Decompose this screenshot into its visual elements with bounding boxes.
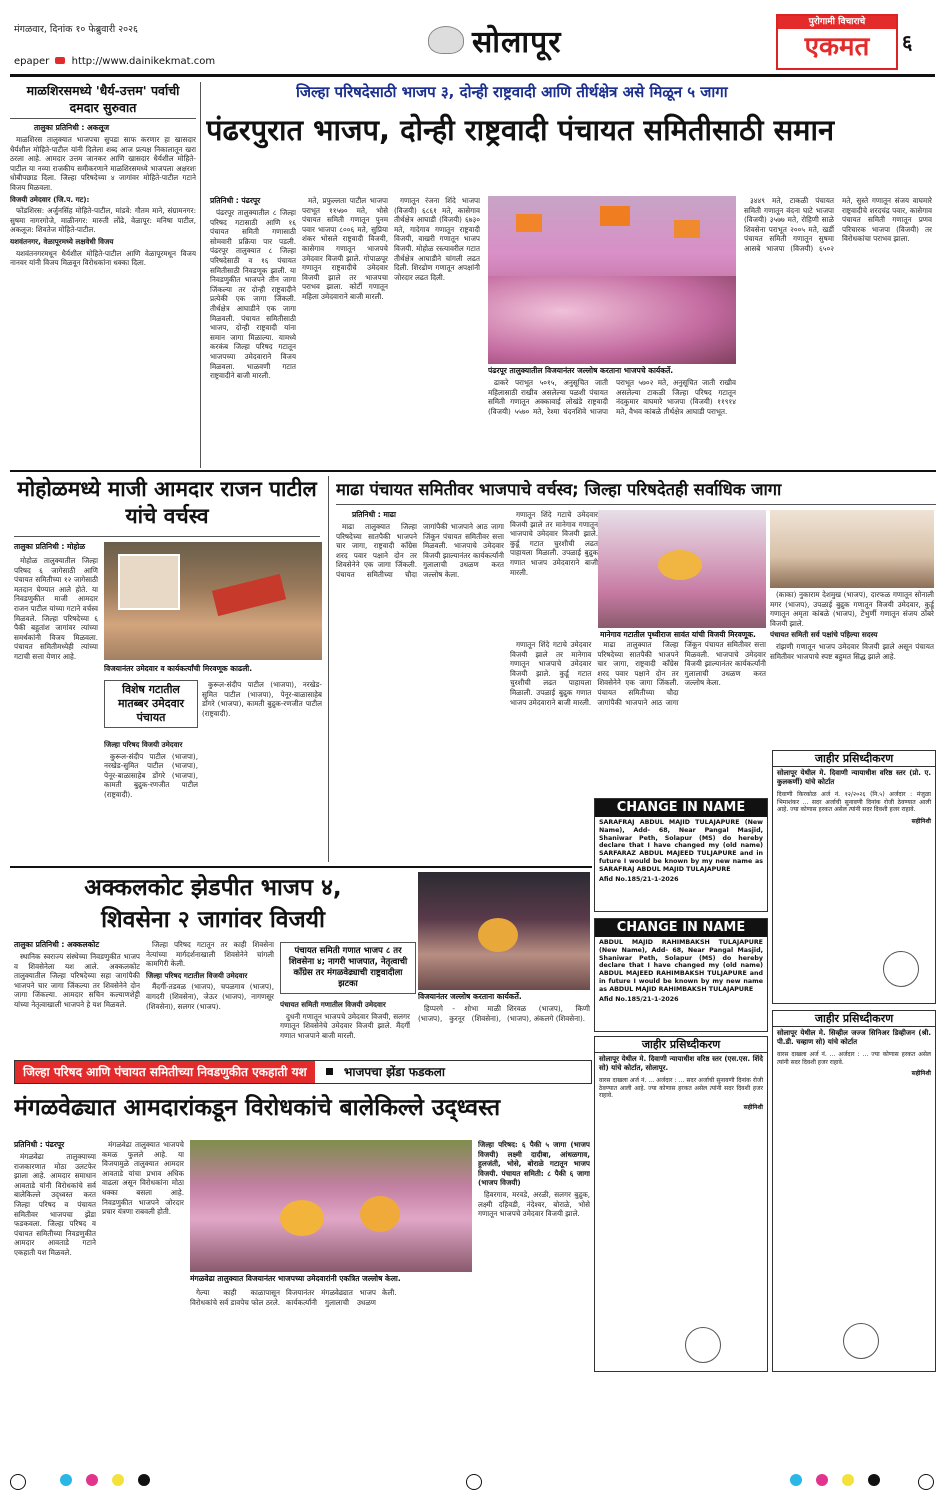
masthead <box>0 0 945 80</box>
akkalkot-headline <box>14 872 412 936</box>
mangalvedha-col-4 <box>478 1140 590 1372</box>
malshiras-body: माळशिरस तालुक्यात भाजपचा सुपडा साफ करणार हा खासदार धैर्यशील मोहिते-पाटील यांनी दिलेला शब्द आज प्रत्यक्ष निकालातून खरा ठरला आहे. आमदार उत्तम जानकर आणि खासदार धैर्यशील मोहिते-पाटील या नव्या राजकीय समीकरणाने माळशिरसमध्ये भाजपला अक्षरशः धोबीपछाड दिला. जिल्हा परिषदेच्या ४ जागांवर मोहिते-पाटील गटाने विजय मिळवला. <box>10 135 196 192</box>
mangalvedha-col-2-text: मंगळवेढा तालुक्यात भाजपचे कमळ फुलले आहे. या विजयामुळे तालुक्यात आमदार आवताडे यांचा प्रभाव अधिक वाढला असून विरोधकांना मोठा धक्का बसला आहे. निवडणुकीत भाजपने जोरदार प्रचार यंत्रणा राबवली होती. <box>102 1140 184 1217</box>
akkalkot-side-head: पंचायत समिती गणात भाजप ८ तर शिवसेना ४; नागरी भाजपात, नेतृत्वाची काँग्रेस तर मंगळवेढ्याची राष्ट्रवादीला झटका <box>280 942 416 994</box>
mangalvedha-photo-caption: मंगळवेढा तालुक्यात विजयानंतर भाजपच्या उमेदवारांनी एकत्रित जल्लोष केला. <box>190 1274 401 1283</box>
public-notice-3-court: सोलापूर येथील मे. सिव्हील जज्ज सिनिअर डिव्हीजन (श्री. पी.डी. चव्हाण सो) यांचे कोर्टात <box>777 1029 931 1046</box>
page-number: ६ <box>902 30 913 54</box>
akkalkot-sub-1: जिल्हा परिषद गटातील विजयी उमेदवार <box>146 970 248 980</box>
epaper-line <box>14 56 215 67</box>
top-byline: प्रतिनिधी : पंढरपूर <box>210 196 261 205</box>
top-col-3 <box>394 196 480 466</box>
public-notice-3-body: वारस दाखला अर्ज नं. ... अर्जदार : ... ज्या कोणास हरकत असेल त्यांनी सदर दिवशी हजर राहावे. <box>777 1051 931 1066</box>
strip-red-text: जिल्हा परिषद आणि पंचायत समितीच्या निवडणुकीत एकहाती यश <box>15 1061 315 1083</box>
mohol-box-head: विशेष गटातील मातब्बर उमेदवार पंचायत <box>104 680 198 728</box>
akkalkot-col-4 <box>418 1004 590 1052</box>
madha-col-3b-text: रांझणी गणातून भाजप उमेदवार विजयी झाले असून पंचायत समितीवर भाजपाचे स्पष्ट बहुमत सिद्ध झाले आहे. <box>770 641 934 661</box>
public-notice-3-sign: सहीनिशी <box>911 1070 931 1078</box>
registration-target-icon <box>466 1474 482 1490</box>
change-in-name-notice-2 <box>594 918 768 1032</box>
akkalkot-headline-line-2: शिवसेना २ जागांवर विजयी <box>101 907 325 933</box>
top-col-2-text: मते, प्रफुल्लता पाटील भाजपा पराभूत ११५७० मते, भोसे पंचायत समिती गणातून पुनम पवार भाजपा ८००६ मते, सुप्रिया शंकर भोसले राष्ट्रवादी विजयी, कासेगाव गणातून भाजपचे उमेदवार विजयी झाले. गोपाळपूर गणातून राष्ट्रवादीचे उमेदवार विजयी झाले तर भाजपचा पराभव झाला. कोर्टी गणातून महिला उमेदवाराने बाजी मारली. <box>302 196 388 301</box>
top-headline: पंढरपुरात भाजप, दोन्ही राष्ट्रवादी पंचायत समितीसाठी समान <box>206 113 835 147</box>
website-link[interactable]: http://www.dainikekmat.com <box>71 56 216 67</box>
change-notice-2-title: CHANGE IN NAME <box>595 919 767 937</box>
change-notice-2-aff: Afid No.185/21-1-2026 <box>599 995 679 1003</box>
madha-col-3 <box>770 590 934 740</box>
masthead-city: सोलापूर <box>472 25 562 60</box>
mohol-headline: मोहोळमध्ये माजी आमदार राजन पाटील यांचे वर्चस्व <box>17 477 317 528</box>
masthead-brand-tagline: पुरोगामी विचाराचे <box>778 16 896 29</box>
mangalvedha-headline: मंगळवेढ्यात आमदारांकडून विरोधकांचे बालेकिल्ले उद्ध्वस्त <box>14 1095 501 1121</box>
madha-col-1b-text: माढा तालुक्यात जिल्हा परिषदेच्या सातपैकी भाजपने चार जागा, राष्ट्रवादी काँग्रेस शरद पवार पक्षाने दोन तर शिवसेनेने एक जागा जिंकली. पंचायत समितीच्या चौदा जागांपैकी भाजपाने आठ जागा जिंकून पंचायत समितीवर सत्ता मिळवली. भाजपाचे उमेदवार विजयी झाल्यानंतर कार्यकर्त्यांनी गुलालाची उधळण करत जल्लोष केला. <box>597 640 766 707</box>
akkalkot-photo <box>418 872 590 990</box>
color-swatch-yellow <box>842 1474 854 1486</box>
malshiras-byline: तालुका प्रतिनिधी : अकलूज <box>34 123 110 132</box>
madha-col-2b-text: गणातून शिंदे गटाचे उमेदवार विजयी झाले तर मानेगाव गणातून भाजपाचे उमेदवार विजयी झाले. कुर्डू गटात चुरशीची लढत पाहायला मिळाली. उपळाई बुद्रुक गणात भाजप उमेदवाराने बाजी मारली. <box>510 640 592 707</box>
divider <box>328 476 329 862</box>
akkalkot-byline: तालुका प्रतिनिधी : अक्कलकोट <box>14 940 100 949</box>
mohol-sub-1: जिल्हा परिषद विजयी उमेदवार <box>104 740 183 749</box>
mangalvedha-col-4-text: जिल्हा परिषद: ६ पैकी ५ जागा (भाजप विजयी) लक्ष्मी दादीबा, आंधळगाव, हुलजंती, भोसे, बोराळे गटातून भाजप विजयी. पंचायत समिती: ८ पैकी ६ जागा (भाजप विजयी) <box>478 1140 590 1188</box>
change-notice-1-aff: Afid No.185/21-1-2026 <box>599 875 679 883</box>
stamp-icon <box>843 1323 879 1359</box>
color-registration-strip <box>0 1468 945 1501</box>
akkalkot-body-4: दुधनी गणातून भाजपचे उमेदवार विजयी, सलगर गणातून शिवसेनेचे उमेदवार विजयी झाले. मैंदर्गी गणात भाजपाने बाजी मारली. <box>280 1011 410 1040</box>
mohol-photo-caption: विजयानंतर उमेदवार व कार्यकर्त्यांची मिरवणूक काढली. <box>104 664 253 673</box>
malshiras-body-2: फोंडशिरस: अर्जुनसिंह मोहिते-पाटील, मांडवे: गौतम माने, संग्रामनगर: सुषमा नागरगोजे, माळीनगर: मारुती लोंढे, वेळापूर: मनिषा पाटील, अकलूज: शिवतेज मोहिते-पाटील. <box>10 206 196 235</box>
mangalvedha-col-5-text: हिवरगाव, मरवडे, अरळी, सलगर बुद्रुक, लक्ष्मी दहिवडी, नंदेश्वर, बोराळे, भोसे गणातून भाजपचे उमेदवार विजयी झाले. <box>478 1189 590 1219</box>
akkalkot-body-2: जिल्हा परिषद गटातून तर काही शिवसेना नेत्यांच्या मार्गदर्शनाखाली शिवसेनेने चांगली कामगिरी केली. <box>146 940 274 969</box>
color-swatch-magenta <box>816 1474 828 1486</box>
strip-plain-text: भाजपचा झेंडा फडकला <box>343 1065 445 1079</box>
mangalvedha-col-3-text: गेल्या काही काळापासून विरोधकांचे सर्व डावपेच फोल ठरले. विजयानंतर मंगळवेढ्यात भाजप कार्यकर्त्यांनी गुलालाची उधळण केली. <box>190 1288 397 1307</box>
top-photo-caption: पंढरपूर तालुक्यातील विजयानंतर जल्लोष करताना भाजपचे कार्यकर्ते. <box>488 366 674 375</box>
divider <box>10 470 936 472</box>
akkalkot-body-3: मैंदर्गी-तडवळ (भाजप), चपळगाव (भाजप), वागदरी (शिवसेना), जेऊर (भाजप), नागणसूर (शिवसेना), सलगर (भाजप). <box>146 982 274 1011</box>
madha-col-2-text: गणातून शिंदे गटाचे उमेदवार विजयी झाले तर मानेगाव गणातून भाजपाचे उमेदवार विजयी झाले. कुर्डू गटात चुरशीची लढत पाहायला मिळाली. उपळाई बुद्रुक गणात भाजप उमेदवाराने बाजी मारली. <box>510 510 598 577</box>
akkalkot-col-1 <box>14 952 140 1052</box>
divider <box>14 536 320 537</box>
public-notice-2-title: जाहीर प्रसिध्दीकरण <box>595 1037 767 1053</box>
garland-shape <box>478 918 518 952</box>
madha-photo-2 <box>770 510 934 588</box>
masthead-brand-box <box>776 14 898 70</box>
masthead-rule <box>10 74 935 77</box>
change-in-name-notice-1 <box>594 798 768 912</box>
public-notice-3-title: जाहीर प्रसिध्दीकरण <box>773 1011 935 1027</box>
mangalvedha-photo <box>190 1140 472 1272</box>
akkalkot-photo-caption: विजयानंतर जल्लोष करताना कार्यकर्ते. <box>418 992 522 1001</box>
top-col-5-text: ३४४९ मते, टाकळी पंचायत समिती गणातून वंदना घाटे भाजपा (विजयी) ३५७७ मते, रोहिणी साळे शिवसेना पराभूत २००५ मते, खर्डी पंचायत समिती गणातून सुषमा आसबे भाजपा (विजयी) ६५०२ मते, सुस्ते गणातून संजय वाघमारे राष्ट्रवादीचे शरदचंद्र पवार, कासेगाव पंचायत समिती गणातून प्रणव परिचारक भाजपा (विजयी) तर विरोधकांचा पराभव झाला. <box>744 196 932 253</box>
portrait-inset <box>118 554 180 610</box>
divider <box>336 504 936 505</box>
masthead-logo-emblem <box>428 26 464 54</box>
top-col-5 <box>744 196 932 466</box>
mohol-byline: तालुका प्रतिनिधी : मोहोळ <box>14 542 86 551</box>
akkalkot-body-5: हिप्परगे - शोभा माळी (भाजप), कुरनूर (शिवसेना), शिरवळ (भाजप), किणी (भाजप), अंकलगे (शिवसेना). <box>418 1004 590 1023</box>
malshiras-headline: माळशिरसमध्ये 'धैर्य-उत्तम' पर्वाची दमदार सुरुवात <box>10 82 196 119</box>
epaper-icon <box>55 57 65 64</box>
malshiras-box <box>10 82 196 466</box>
akkalkot-sub-2: पंचायत समिती गणातील विजयी उमेदवार <box>280 1000 386 1009</box>
public-notice-1-body: दिवाणी किरकोळ अर्ज नं. १२/२०२६ (नि.५) अर्जदार : मंजुळा भिमाशंकर ... सदर अर्जाची सुनावणी दिनांक रोजी ठेवण्यात आली आहे. ज्या कोणास हरकत असेल त्यांनी सदर दिवशी हजर राहावे. <box>777 791 931 814</box>
news-strip <box>14 1060 592 1084</box>
color-swatch-cyan <box>790 1474 802 1486</box>
top-col-4-text: ढाकरे पराभूत ५०१५, अनुसूचित जाती महिलासाठी राखीव असलेल्या पळशी पंचायत समिती गणातून अक्कावाई लोखंडे राष्ट्रवादी (विजयी) ५५७० मते, रेश्मा चंदनशिवे भाजपा पराभूत ५७०२ मते, अनुसूचित जाती राखीव असलेल्या टाकळी जिल्हा परिषद गटातून नंदकुमार वाघमारे भाजपा (विजयी) ११९१४ मते, वैभव कांबळे तीर्थक्षेत्र आघाडी पराभूत. <box>488 378 736 416</box>
public-notice-2-court: सोलापूर येथील मे. दिवाणी न्यायाधीश वरिष्ठ स्तर (एस.एस. शिंदे सो) यांचे कोर्टात, सोलापूर. <box>599 1055 763 1072</box>
mangalvedha-byline: प्रतिनिधी : पंढरपूर <box>14 1140 65 1149</box>
registration-target-icon <box>10 1474 26 1490</box>
registration-target-icon <box>918 1474 934 1490</box>
top-col-2 <box>302 196 388 466</box>
mohol-body-2b: कुरूल-संदीप पाटील (भाजपा), नरखेड-सुमित पाटील (भाजपा), पेनूर-बाळासाहेब डोंगरे (भाजपा), कामती बुद्रुक-रणजीत पाटील (राष्ट्रवादी). <box>202 680 322 718</box>
masthead-date: मंगळवार, दिनांक १० फेब्रुवारी २०२६ <box>14 24 138 35</box>
flag-icon <box>516 214 542 232</box>
color-swatch-black <box>868 1474 880 1486</box>
public-notice-1-court: सोलापूर येथील मे. दिवाणी न्यायाधीश वरिष्ठ स्तर (प्रो. ए. कुलकर्णी) यांचे कोर्टात <box>777 769 931 786</box>
flag-icon <box>674 220 700 238</box>
malshiras-sub-1: विजयी उमेदवार (जि.प. गट): <box>10 194 90 204</box>
public-notice-3 <box>772 1010 936 1372</box>
mohol-col-1 <box>14 556 98 860</box>
color-swatch-magenta <box>86 1474 98 1486</box>
malshiras-sub-2: यशवंतनगर, वेळापूरमध्ये लक्षवेधी विजय <box>10 236 114 246</box>
madha-col-3-text: (काका) नुकाराम देशमुख (भाजप), दारफळ गणातून सोनाली मगर (भाजप), उपळाई बुद्रुक गणातून विजयी उमेदवार, कुर्डू गणातून अमृता कांबळे (भाजप), टेंभुर्णी गणातून संजय ठोंबरे विजयी झाले. <box>770 590 934 628</box>
divider <box>200 82 201 468</box>
mohol-body-2: कुरूल-संदीप पाटील (भाजपा), नरखेड-सुमित पाटील (भाजपा), पेनूर-बाळासाहेब डोंगरे (भाजपा), कामती बुद्रुक-रणजीत पाटील (राष्ट्रवादी). <box>104 751 198 799</box>
madha-photo <box>598 510 766 628</box>
madha-photo-caption: मानेगाव गटातील पृथ्वीराज सावंत यांची विजयी मिरवणूक. <box>600 630 756 639</box>
crowd-shape <box>488 276 736 364</box>
akkalkot-headline-line-1: अक्कलकोट झेडपीत भाजप ४, <box>84 875 342 901</box>
mangalvedha-col-2 <box>102 1140 184 1372</box>
public-notice-2 <box>594 1036 768 1372</box>
mohol-col-2 <box>104 740 198 860</box>
malshiras-body-3: यशवंतनगरमधून धैर्यशील मोहिते-पाटील आणि वेळापूरमधून विजय नानवर यांनी विजय मिळवून विरोधकांना धक्का दिला. <box>10 248 196 268</box>
masthead-brand-name: एकमत <box>804 32 870 62</box>
madha-sub-1: पंचायत समिती सर्व पक्षांचे पहिल्या सदस्य <box>770 630 878 640</box>
strip-square-icon <box>326 1068 333 1075</box>
public-notice-1-sign: सहीनिशी <box>911 817 931 825</box>
public-notice-1-title: जाहीर प्रसिध्दीकरण <box>773 751 935 767</box>
top-col-3-text: गणातून रंजना शिंदे भाजपा (विजयी) ६८६१ मते, कासेगाव तीर्थक्षेत्र आघाडी (विजयी) ६७३० मते, गादेगाव गणातून राष्ट्रवादी विजयी, वाखरी गणातून भाजप विजयी. मोहोळ रस्त्यावरील गटात तीर्थक्षेत्र आघाडीने चांगली लढत दिली. शिरढोण गणातून अपक्षांनी जोरदार लढत दिली. <box>394 196 480 282</box>
top-col-1 <box>210 208 296 466</box>
banner-shape <box>212 574 286 616</box>
garland-shape <box>360 1196 400 1232</box>
public-notice-2-sign: सहीनिशी <box>743 1103 763 1111</box>
divider <box>10 866 592 868</box>
top-col-4 <box>488 378 736 466</box>
stamp-icon <box>685 1327 721 1363</box>
madha-headline: माढा पंचायत समितीवर भाजपाचे वर्चस्व; जिल्हा परिषदेतही सर्वाधिक जागा <box>336 480 782 499</box>
top-kicker: जिल्हा परिषदेसाठी भाजप ३, दोन्ही राष्ट्रवादी आणि तीर्थक्षेत्र असे मिळून ५ जागा <box>296 83 728 101</box>
akkalkot-col-2 <box>146 940 274 1052</box>
change-notice-1-title: CHANGE IN NAME <box>595 799 767 817</box>
color-swatch-yellow <box>112 1474 124 1486</box>
mangalvedha-col-1-text: मंगळवेढा तालुक्याच्या राजकारणात मोठा उलटफेर झाला आहे. आमदार समाधान आवताडे यांनी विरोधकांचे सर्व बालेकिल्ले उद्ध्वस्त करत जिल्हा परिषद व पंचायत समितीवर भाजपचा झेंडा फडकवला. जिल्हा परिषद व पंचायत समितीच्या निवडणुकीत आमदार आवताडे गटाने एकहाती यश मिळवले. <box>14 1152 96 1257</box>
epaper-label: epaper <box>14 56 50 67</box>
public-notice-1 <box>772 750 936 1004</box>
akkalkot-col-3 <box>280 1000 410 1052</box>
madha-byline: प्रतिनिधी : माढा <box>352 510 396 519</box>
mangalvedha-col-1 <box>14 1152 96 1372</box>
madha-col-1-text: माढा तालुक्यात जिल्हा परिषदेच्या सातपैकी भाजपने चार जागा, राष्ट्रवादी काँग्रेस शरद पवार पक्षाने दोन तर शिवसेनेने एक जागा जिंकली. पंचायत समितीच्या चौदा जागांपैकी भाजपाने आठ जागा जिंकून पंचायत समितीवर सत्ता मिळवली. भाजपाचे उमेदवार विजयी झाल्यानंतर कार्यकर्त्यांनी गुलालाची उधळण करत जल्लोष केला. <box>336 522 504 579</box>
change-notice-1-body: SARAFRAJ ABDUL MAJID TULAJAPURE (New Name), Add- 68, Near Pangal Masjid, Shaniwar Peth, Solapur (MS) do hereby declare that I have changed my (old name) SARFARAZ ABDUL MAJEED TULJAPURE and in future I would be known by my new name as SARAFRAJ ABDUL MAJID TULAJAPURE <box>599 819 763 873</box>
mangalvedha-col-3 <box>190 1288 472 1372</box>
mohol-col-3 <box>202 680 322 860</box>
change-notice-2-body: ABDUL MAJID RAHIMBAKSH TULAJAPURE (New Name), Add- 68, Near Pangal Masjid, Shaniwar Peth, Solapur (MS) do hereby declare that I have changed my (old name) ABDUL MAJEED RAHIMBAKSH TULJAPURE and in future I would be known by my new name as ABDUL MAJID RAHIMBAKSH TULAJAPURE <box>599 939 763 993</box>
madha-col-1 <box>336 522 504 860</box>
mohol-body: मोहोळ तालुक्यातील जिल्हा परिषद ६ जागेसाठी आणि पंचायत समितीच्या १२ जागेसाठी मतदान घेण्यात आले होते. या निवडणुकीत माजी आमदार राजन पाटील यांच्या गटाने वर्चस्व मिळवले. जिल्हा परिषदेच्या ६ पैकी बहुतांश जागांवर त्यांच्या समर्थकांनी विजय मिळवला. पंचायत समितीमध्येही त्यांच्या गटाची सत्ता येणार आहे. <box>14 556 98 661</box>
color-swatch-black <box>138 1474 150 1486</box>
color-swatch-cyan <box>60 1474 72 1486</box>
top-col-1-text: पंढरपूर तालुक्यातील ८ जिल्हा परिषद गटासाठी आणि १६ पंचायत समिती गणासाठी सोमवारी प्रक्रिया पार पडली. पंढरपूर तालुक्यात ८ जिल्हा परिषदेसाठी व १६ पंचायत समितीसाठी निवडणूक झाली. या निवडणुकीत भाजपने तीन जागा जिंकल्या तर दोन्ही राष्ट्रवादीने प्रत्येकी एक जागा जिंकली. तीर्थक्षेत्र आघाडीने एक जागा मिळवली. पंचायत समितीसाठी भाजप, दोन्ही राष्ट्रवादी यांना समान जागा मिळाल्या. यामध्ये करकंब जिल्हा परिषद गटातून भाजपच्या उमेदवाराने विजय मिळवला. भाळवणी गटात राष्ट्रवादीने बाजी मारली. <box>210 208 296 381</box>
stamp-icon <box>883 951 919 987</box>
flag-icon <box>600 206 630 226</box>
mohol-photo <box>104 542 322 660</box>
garland-shape <box>658 550 702 580</box>
top-story-photo <box>488 196 736 364</box>
madha-col-2 <box>510 510 598 610</box>
garland-shape <box>280 1200 324 1236</box>
public-notice-2-body: वारस दाखला अर्ज नं. ... अर्जदार : ... सदर अर्जाची सुनावणी दिनांक रोजी ठेवण्यात आली आहे. ज्या कोणास हरकत असेल त्यांनी सदर दिवशी हजर राहावे. <box>599 1077 763 1100</box>
akkalkot-body: स्थानिक स्वराज्य संस्थेच्या निवडणुकीत भाजप व शिवसेनेला यश आले. अक्कलकोट तालुक्यातील जिल्हा परिषदेच्या सहा जागांपैकी भाजपने चार जागा जिंकल्या तर शिवसेनेने दोन जागा जिंकल्या. आमदार सचिन कल्याणशेट्टी यांच्या नेतृत्वाखाली भाजपने हे यश मिळवले. <box>14 952 140 1009</box>
